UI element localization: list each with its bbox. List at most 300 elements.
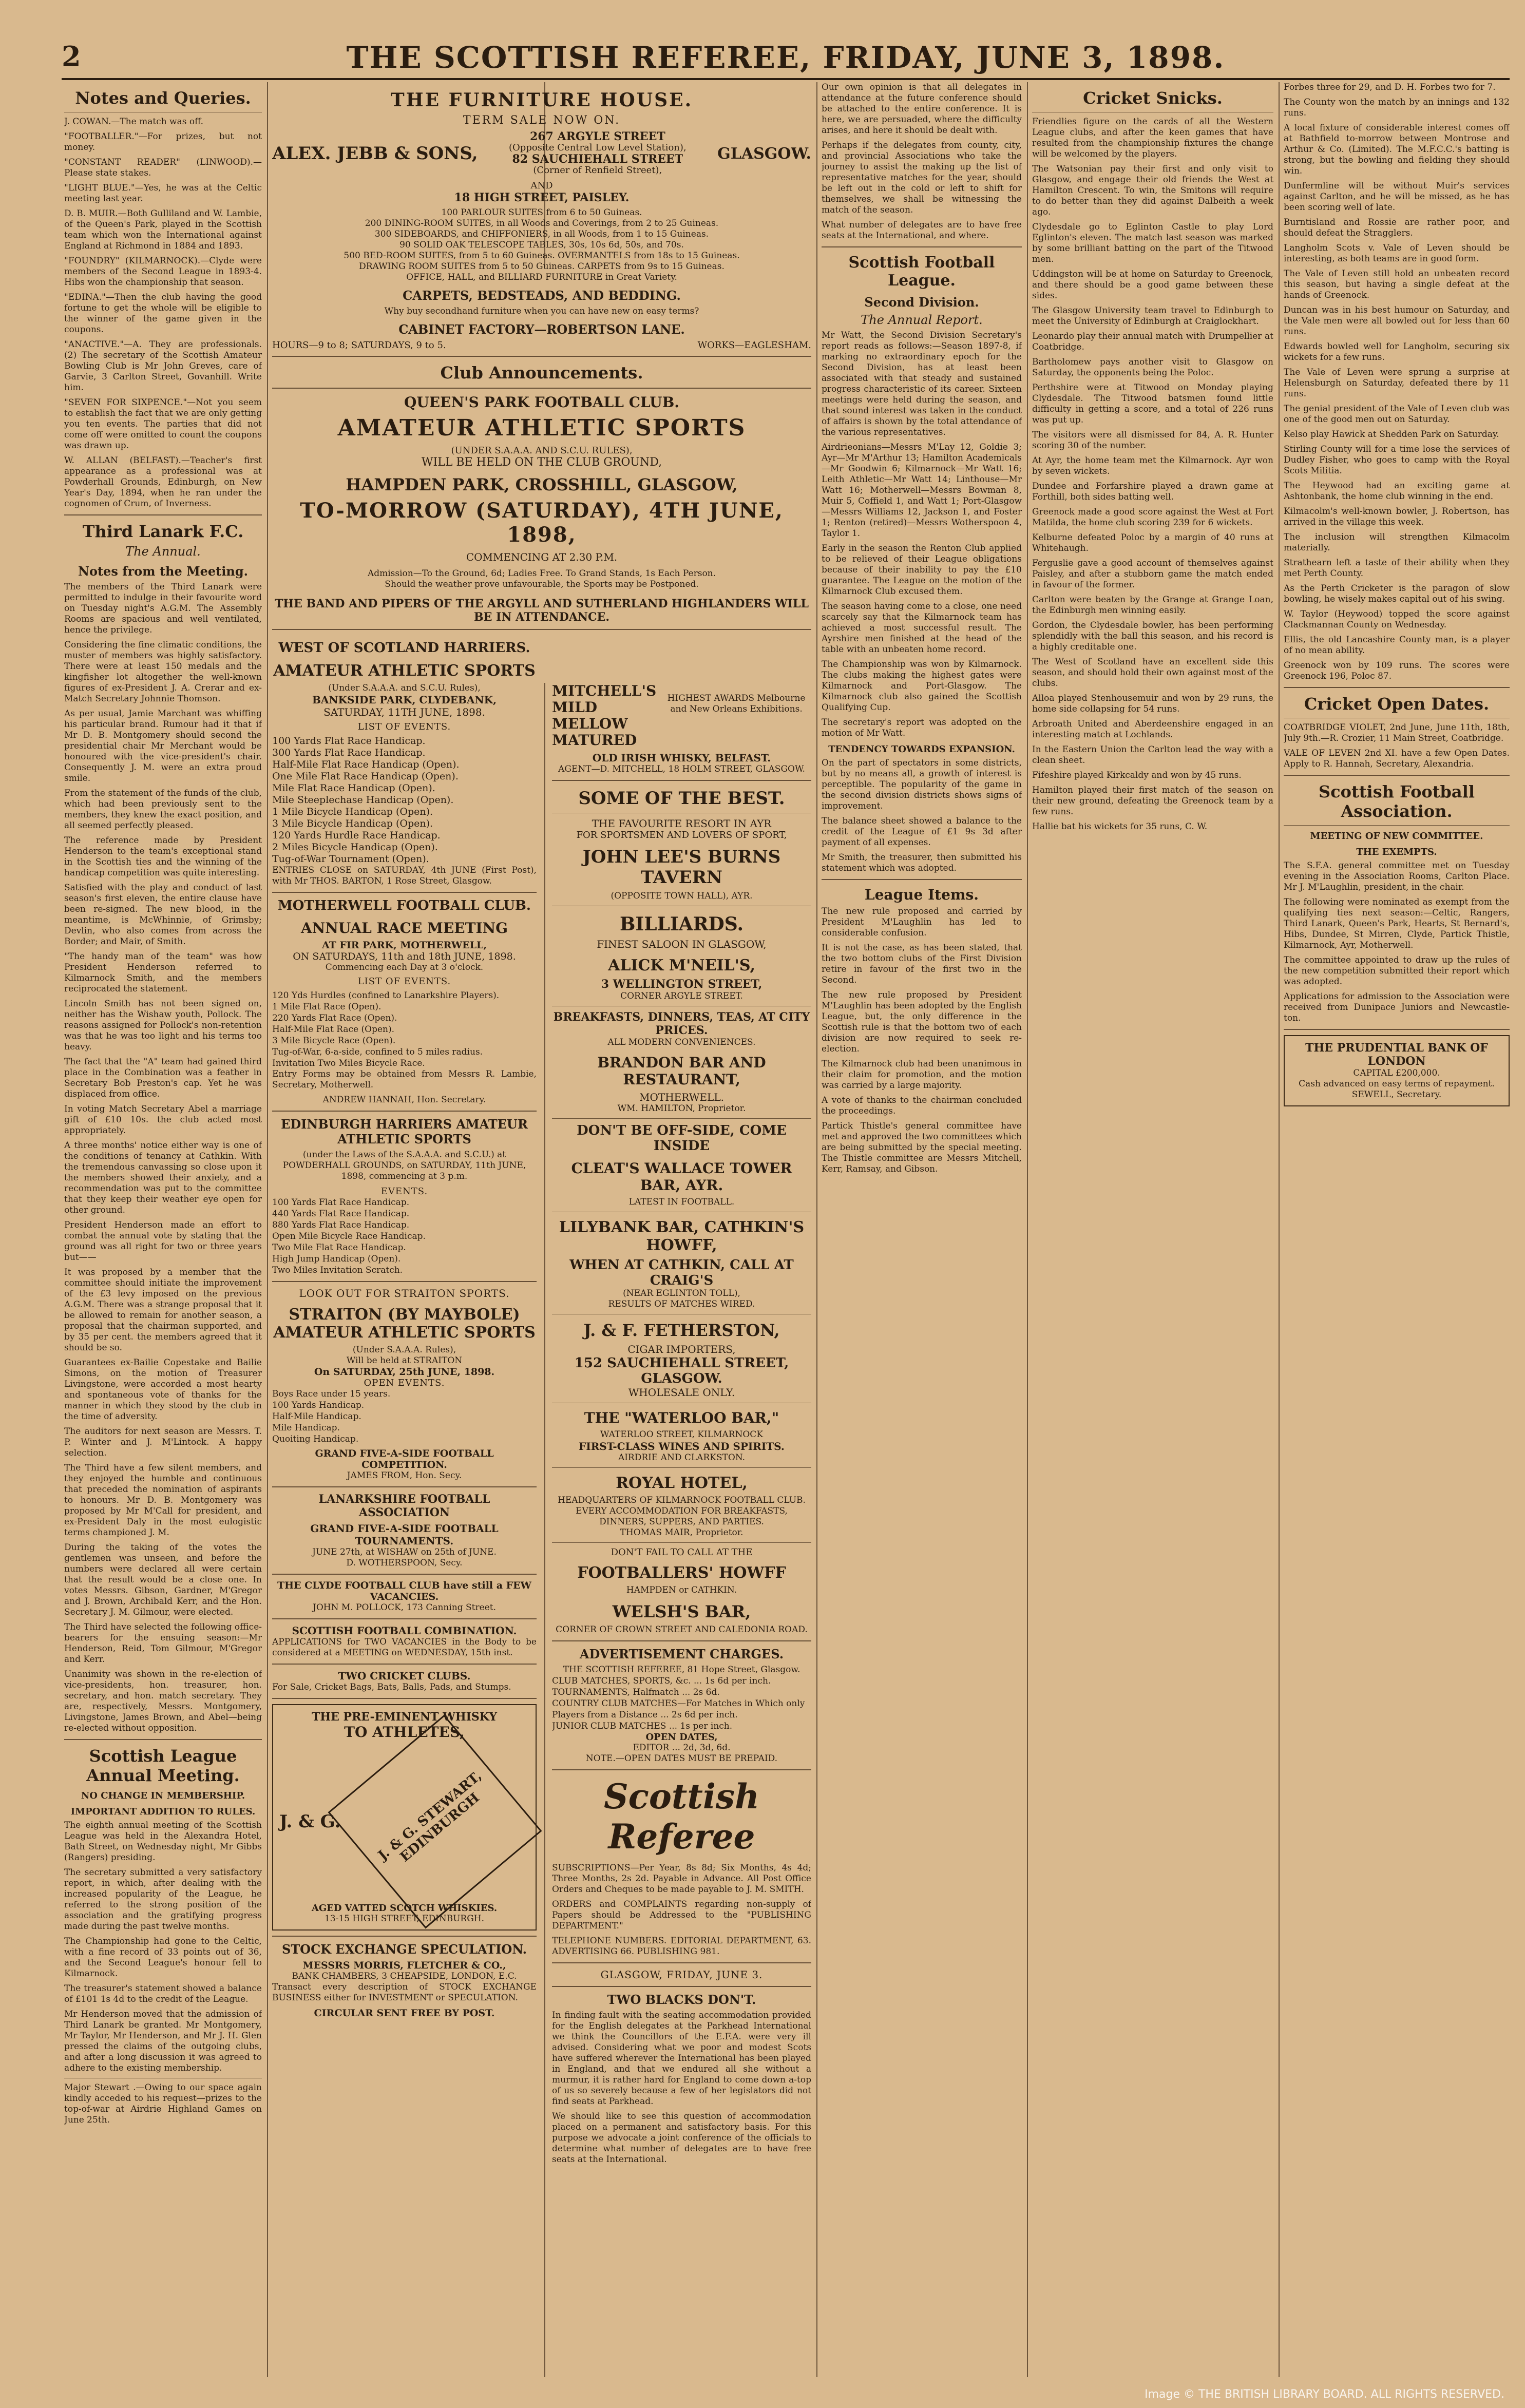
best-conv: ALL MODERN CONVENIENCES. xyxy=(607,1037,756,1047)
article-paragraph: Perhaps if the delegates from county, city, and provincial Associations who take the journey to assist the making up the list of representative matches for the year, should be left out in the cold or left to shift for themselves, we shall be witnessing the match of the season. xyxy=(822,140,1022,215)
combination-title: SCOTTISH FOOTBALL COMBINATION. xyxy=(292,1625,517,1637)
whisky-to: TO ATHLETES, xyxy=(344,1724,465,1741)
edinburgh-sub: (under the Laws of the S.A.A.A. and S.C.U.) at POWDERHALL GROUNDS, on SATURDAY, 11th JUNE, 1898, commencing at 3 p.m. xyxy=(282,1150,526,1181)
furniture-hours: HOURS—9 to 8; SATURDAYS, 9 to 5. xyxy=(272,340,446,351)
event-item xyxy=(272,806,537,818)
wos-place: BANKSIDE PARK, CLYDEBANK, xyxy=(312,694,497,706)
event-item xyxy=(272,842,537,853)
event-item xyxy=(272,735,537,747)
best-fetherston: J. & F. FETHERSTON, xyxy=(583,1321,780,1340)
article-paragraph: Partick Thistle's general committee have met and approved the two committees which are being submitted by the special meeting. The Thistle committee are Messrs Mitchell, Kerr, Ramsay, and Gibson. xyxy=(822,1121,1022,1174)
furniture-and: AND xyxy=(530,180,553,191)
whisky-label: J. & G. STEWART, EDINBURGH xyxy=(328,1714,542,1928)
edinburgh-events xyxy=(272,1197,537,1276)
event-label: Mile Flat Race Handicap (Open). xyxy=(272,782,435,794)
article-paragraph: The Heywood had an exciting game at Ashtonbank, the home club winning in the end. xyxy=(1284,481,1510,502)
league-items-heading: League Items. xyxy=(864,886,979,903)
divider xyxy=(552,1962,811,1963)
article-paragraph: Ferguslie gave a good account of themselves against Paisley, and after a stubborn game the match ended in favour of the former. xyxy=(1032,558,1273,590)
best-alick-corner: CORNER ARGYLE STREET. xyxy=(620,991,743,1001)
mitchells-product: OLD IRISH WHISKY, BELFAST. xyxy=(592,752,771,764)
event-label: 120 Yards Hurdle Race Handicap. xyxy=(272,830,441,841)
best-waterloo: THE "WATERLOO BAR," xyxy=(584,1409,779,1426)
divider xyxy=(64,1739,262,1740)
prudential-text: Cash advanced on easy terms of repayment. xyxy=(1299,1079,1495,1089)
wos-events-head: LIST OF EVENTS. xyxy=(357,721,451,732)
referee-masthead: Scottish Referee xyxy=(603,1776,760,1857)
best-lilybank: LILYBANK BAR, CATHKIN'S HOWFF, xyxy=(559,1218,805,1254)
furniture-line: DRAWING ROOM SUITES from 5 to 50 Guineas. CARPETS from 9s to 15 Guineas. xyxy=(359,261,725,272)
event-item xyxy=(272,830,537,842)
mitchells-line: MELLOW xyxy=(552,715,628,732)
article-paragraph: Lincoln Smith has not been signed on, neither has the Wishaw youth, Pollock. The reasons assigned for Pollock's non-retention was that he was too light and his terms too heavy. xyxy=(64,999,262,1052)
divider xyxy=(1284,687,1510,688)
whisky-heading: THE PRE-EMINENT WHISKY xyxy=(311,1710,498,1724)
best-alick: ALICK M'NEIL'S, xyxy=(608,957,755,974)
event-item xyxy=(272,759,537,771)
lanarkshire-sub: GRAND FIVE-A-SIDE FOOTBALL TOURNAMENTS. xyxy=(310,1522,499,1547)
article-paragraph: The Vale of Leven still hold an unbeaten record this season, but having a single defeat at the hands of Greenock. xyxy=(1284,269,1510,300)
furniture-factory: CABINET FACTORY—ROBERTSON LANE. xyxy=(398,322,685,337)
event-item: Two Miles Invitation Scratch. xyxy=(272,1265,403,1275)
edinburgh-events-head: EVENTS. xyxy=(380,1186,428,1197)
article-paragraph: Dunfermline will be without Muir's services against Carlton, and he will be missed, as he has been scoring well of late. xyxy=(1284,181,1510,213)
article-paragraph: In finding fault with the seating accommodation provided for the English delegates at the Parkhead International we think the Councillors of the E.F.A. were very ill advised. Considering what we poor and modest Scots have suffered wherever the International has been played in England, and that we endured all she without a murmur, it is rather hard for England to come down a-top of us so severely because a few of her legislators did not find seats at Parkhead. xyxy=(552,2010,811,2107)
advert-charge-row: COUNTRY CLUB MATCHES—For Matches in Which only Players from a Distance ... 2s 6d per inch. xyxy=(552,1698,805,1720)
article-paragraph: The County won the match by an innings and 132 runs. xyxy=(1284,97,1510,118)
article-paragraph: Leonardo play their annual match with Drumpellier at Coatbridge. xyxy=(1032,331,1273,352)
article-paragraph: Bartholomew pays another visit to Glasgow on Saturday, the opponents being the Poloc. xyxy=(1032,357,1273,378)
cricket-open-dates-heading: Cricket Open Dates. xyxy=(1304,694,1490,714)
event-item: 440 Yards Flat Race Handicap. xyxy=(272,1209,410,1219)
divider xyxy=(272,1618,537,1619)
qp-date: TO-MORROW (SATURDAY), 4TH JUNE, 1898, xyxy=(300,499,784,547)
divider xyxy=(272,1111,537,1112)
article-paragraph: Greenock won by 109 runs. The scores were Greenock 196, Poloc 87. xyxy=(1284,660,1510,681)
article-paragraph: Langholm Scots v. Vale of Leven should be interesting, as both teams are in good form. xyxy=(1284,243,1510,264)
article-paragraph: In voting Match Secretary Abel a marriage gift of £10 10s. the club acted most appropriately. xyxy=(64,1104,262,1136)
best-royal-prop: THOMAS MAIR, Proprietor. xyxy=(620,1527,744,1538)
article-paragraph: As the Perth Cricketer is the paragon of slow bowling, he wisely makes capital out of his swing. xyxy=(1284,583,1510,604)
event-item: 880 Yards Flat Race Handicap. xyxy=(272,1220,410,1230)
qp-time: COMMENCING AT 2.30 P.M. xyxy=(466,551,618,563)
article-paragraph: The visitors were all dismissed for 84, A. R. Hunter scoring 30 of the number. xyxy=(1032,430,1273,451)
article-paragraph: President Henderson made an effort to combat the annual vote by stating that the ground was all right for two or three years but—— xyxy=(64,1220,262,1263)
advert-charge-row: JUNIOR CLUB MATCHES ... 1s per inch. xyxy=(552,1721,733,1731)
event-item: Boys Race under 15 years. xyxy=(272,1389,391,1399)
divider xyxy=(1284,775,1510,776)
cricket-clubs-text: For Sale, Cricket Bags, Bats, Balls, Pads, and Stumps. xyxy=(272,1682,511,1692)
best-alick-addr: 3 WELLINGTON STREET, xyxy=(601,978,763,991)
article-paragraph: A vote of thanks to the chairman concluded the proceedings. xyxy=(822,1095,1022,1116)
best-royal-sub: HEADQUARTERS OF KILMARNOCK FOOTBALL CLUB. xyxy=(558,1495,806,1505)
mitchells-name: MITCHELL'S xyxy=(552,683,657,699)
article-paragraph: The eighth annual meeting of the Scottish League was held in the Alexandra Hotel, Bath Street, on Wednesday night, Mr Gibbs (Rangers) presiding. xyxy=(64,1820,262,1863)
article-paragraph: The Third have a few silent members, and they enjoyed the humble and continuous that preceded the nomination of aspirants to honours. Mr D. B. Montgomery was proposed by Mr M'Call for president, and ex-President Daly in the most eulogistic terms championed J. M. xyxy=(64,1463,262,1538)
article-paragraph: Duncan was in his best humour on Saturday, and the Vale men were all bowled out for less than 60 runs. xyxy=(1284,305,1510,337)
best-title: SOME OF THE BEST. xyxy=(578,788,785,809)
divider xyxy=(272,356,811,357)
best-howff: FOOTBALLERS' HOWFF xyxy=(577,1564,786,1582)
divider xyxy=(552,1118,811,1119)
motherwell-place: AT FIR PARK, MOTHERWELL, xyxy=(321,940,487,951)
event-item: Tug-of-War, 6-a-side, confined to 5 miles radius. xyxy=(272,1047,483,1057)
article-paragraph: The West of Scotland have an excellent side this season, and should hold their own against most of the clubs. xyxy=(1032,657,1273,689)
article-paragraph: Clydesdale go to Eglinton Castle to play Lord Eglinton's eleven. The match last season was marked by some brilliant batting on the part of the Titwood men. xyxy=(1032,222,1273,264)
third-lanark-sub2: Notes from the Meeting. xyxy=(78,564,248,579)
event-item xyxy=(272,771,537,782)
club-announcements-heading: Club Announcements. xyxy=(440,363,643,383)
article-paragraph: Dundee and Forfarshire played a drawn game at Forthill, both sides batting well. xyxy=(1032,481,1273,502)
qp-band: THE BAND AND PIPERS OF THE ARGYLL AND SUTHERLAND HIGHLANDERS WILL BE IN ATTENDANCE. xyxy=(275,597,809,624)
note-item: "LIGHT BLUE."—Yes, he was at the Celtic meeting last year. xyxy=(64,183,262,204)
divider xyxy=(272,1936,537,1937)
divider xyxy=(1284,1029,1510,1030)
divider xyxy=(1284,825,1510,826)
motherwell-events-head: LIST OF EVENTS. xyxy=(357,976,451,987)
wos-sub: AMATEUR ATHLETIC SPORTS xyxy=(273,662,536,680)
furniture-carpets: CARPETS, BEDSTEADS, AND BEDDING. xyxy=(403,288,681,303)
article-paragraph: The new rule proposed by President M'Laughlin has been adopted by the English League, but, the only difference in the Scottish rule is that the bottom two of each division are now required to seek re-election. xyxy=(822,990,1022,1054)
advert-dates: OPEN DATES, xyxy=(645,1732,718,1743)
best-royal: ROYAL HOTEL, xyxy=(616,1474,748,1492)
event-label: Mile Steeplechase Handicap (Open). xyxy=(272,794,454,806)
article-paragraph: The Kilmarnock club had been unanimous in their claim for promotion, and the motion was carried by a large majority. xyxy=(822,1059,1022,1091)
stock-address: BANK CHAMBERS, 3 CHEAPSIDE, LONDON, E.C. xyxy=(292,1971,517,1981)
best-results: RESULTS OF MATCHES WIRED. xyxy=(608,1299,755,1309)
best-cleats: CLEAT'S WALLACE TOWER BAR, AYR. xyxy=(571,1160,792,1194)
event-item: 120 Yds Hurdles (confined to Lanarkshire Players). xyxy=(272,990,500,1001)
best-saloon: FINEST SALOON IN GLASGOW, xyxy=(597,938,767,950)
article-paragraph: Greenock made a good score against the West at Fort Matilda, the home club scoring 239 for 6 wickets. xyxy=(1032,507,1273,528)
advert-charge-row: TOURNAMENTS, Halfmatch ... 2s 6d. xyxy=(552,1687,720,1697)
event-item: Quoiting Handicap. xyxy=(272,1434,359,1444)
note-item: "FOOTBALLER."—For prizes, but not money. xyxy=(64,131,262,152)
article-paragraph: It was proposed by a member that the committee should initiate the improvement of the £3 levy imposed on the previous A.G.M. There was a strange proposal that it be allowed to remain for another season, a proposal that the chairman supported, and by 35 per cent. the members agreed that it should be so. xyxy=(64,1267,262,1353)
best-opposite: (OPPOSITE TOWN HALL), AYR. xyxy=(611,891,753,901)
article-paragraph: It is not the case, as has been stated, that the two bottom clubs of the First Division retire in favour of the first two in the Second. xyxy=(822,943,1022,985)
best-hampden: HAMPDEN or CATHKIN. xyxy=(626,1585,737,1595)
article-paragraph: Uddingston will be at home on Saturday to Greenock, and there should be a good game between these sides. xyxy=(1032,269,1273,301)
furniture-line: OFFICE, HALL, and BILLIARD FURNITURE in Great Variety. xyxy=(406,272,677,282)
article-paragraph: The season having come to a close, one need scarcely say that the Kilmarnock team has achieved a most successful result. The Ayrshire men finished at the head of the table with an unbeaten home record. xyxy=(822,601,1022,655)
divider xyxy=(64,514,262,515)
divider xyxy=(272,1664,537,1665)
article-paragraph: Mr Watt, the Second Division Secretary's report reads as follows:—Season 1897-8, if marking no extraordinary epoch for the Second Division, has at least been associated with that steady and sustained progress characteristic of its career. Sixteen meetings were held during the season, and that sound interest was taken in the conduct of affairs is shown by the total attendance of the various representatives. xyxy=(822,330,1022,437)
note-item: D. B. MUIR.—Both Gulliland and W. Lambie, of the Queen's Park, played in the Scottish team which won the International against England at Richmond in 1884 and 1893. xyxy=(64,208,262,251)
article-paragraph: The secretary's report was adopted on the motion of Mr Watt. xyxy=(822,717,1022,738)
divider xyxy=(552,1769,811,1770)
furniture-address: 18 HIGH STREET, PAISLEY. xyxy=(454,191,630,204)
advert-note: NOTE.—OPEN DATES MUST BE PREPAID. xyxy=(585,1753,778,1764)
motherwell-date: ON SATURDAYS, 11th and 18th JUNE, 1898. xyxy=(293,951,516,962)
article-paragraph: The Championship was won by Kilmarnock. The clubs making the highest gates were Kilmarnock and Port-Glasgow. The Kilmarnock club also gained the Scottish Qualifying Cup. xyxy=(822,659,1022,713)
article-paragraph: The genial president of the Vale of Leven club was one of the good men out on Saturday. xyxy=(1284,404,1510,425)
article-paragraph: The auditors for next season are Messrs. T. P. Winter and J. M'Lintock. A happy selection. xyxy=(64,1426,262,1458)
article-paragraph: Kilmacolm's well-known bowler, J. Robertson, has arrived in the village this week. xyxy=(1284,506,1510,527)
advert-charges-title: ADVERTISEMENT CHARGES. xyxy=(579,1647,784,1661)
article-paragraph: Kelburne defeated Poloc by a margin of 40 runs at Whitehaugh. xyxy=(1032,532,1273,553)
best-cathkin: WHEN AT CATHKIN, CALL AT CRAIG'S xyxy=(569,1257,794,1288)
article-paragraph: The members of the Third Lanark were permitted to indulge in their favourite word on Tuesday night's A.G.M. The Assembly Rooms are spacious and well ventilated, hence the privilege. xyxy=(64,582,262,635)
article-paragraph: In the Eastern Union the Carlton lead the way with a clean sheet. xyxy=(1032,744,1273,766)
divider xyxy=(822,879,1022,880)
whisky-address: 13-15 HIGH STREET, EDINBURGH. xyxy=(324,1914,485,1924)
newspaper-title: THE SCOTTISH REFEREE, FRIDAY, JUNE 3, 1898. xyxy=(346,40,1225,75)
event-item: 100 Yards Flat Race Handicap. xyxy=(272,1197,410,1208)
motherwell-sub: ANNUAL RACE MEETING xyxy=(300,920,508,937)
article-paragraph: The S.F.A. general committee met on Tuesday evening in the Association Rooms, Carlton Place. Mr J. M'Laughlin, president, in the chair. xyxy=(1284,861,1510,892)
event-item: 220 Yards Flat Race (Open). xyxy=(272,1013,397,1023)
best-airdrie: AIRDRIE AND CLARKSTON. xyxy=(618,1453,746,1463)
divider xyxy=(552,780,811,781)
event-label: 1 Mile Bicycle Handicap (Open). xyxy=(272,806,433,817)
motherwell-entries: Entry Forms may be obtained from Messrs R. Lambie, Secretary, Motherwell. xyxy=(272,1069,537,1090)
column-rule xyxy=(1027,82,1028,2377)
prudential-sign: SEWELL, Secretary. xyxy=(1351,1090,1442,1100)
event-item xyxy=(272,794,537,806)
article-paragraph: The Third have selected the following office-bearers for the ensuing season:—Mr Henderson, Reid, Tom Gilmour, M'Gregor and Kerr. xyxy=(64,1622,262,1665)
article-paragraph: Hamilton played their first match of the season on their new ground, defeating the Greenock team by a few runs. xyxy=(1032,785,1273,817)
article-paragraph: The Watsonian pay their first and only visit to Glasgow, and engage their old friends the West at Hamilton Crescent. To win, the Smitons will require to do better than they did against Dalbeith a week ago. xyxy=(1032,164,1273,217)
article-paragraph: Burntisland and Rossie are rather poor, and should defeat the Stragglers. xyxy=(1284,217,1510,238)
article-paragraph: At Ayr, the home team met the Kilmarnock. Ayr won by seven wickets. xyxy=(1032,455,1273,476)
article-paragraph: Early in the season the Renton Club applied to be relieved of their League obligations because of their inability to pay the £10 guarantee. The League on the motion of the Kilmarnock Club excused them. xyxy=(822,543,1022,597)
divider xyxy=(272,629,811,630)
event-item xyxy=(272,818,537,830)
best-fetherston-sub: CIGAR IMPORTERS, xyxy=(627,1343,736,1355)
straiton-title: STRAITON (BY MAYBOLE) AMATEUR ATHLETIC SPORTS xyxy=(273,1306,536,1342)
event-label: Half-Mile Flat Race Handicap (Open). xyxy=(272,759,460,770)
straiton-events-head: OPEN EVENTS. xyxy=(364,1378,445,1388)
column-rule xyxy=(816,82,817,2377)
qp-admission: Admission—To the Ground, 6d; Ladies Free. To Grand Stands, 1s Each Person. xyxy=(367,568,716,579)
divider xyxy=(272,1698,537,1699)
phone-numbers: TELEPHONE NUMBERS. EDITORIAL DEPARTMENT, 63. ADVERTISING 66. PUBLISHING 981. xyxy=(552,1936,811,1957)
event-item xyxy=(272,853,537,865)
third-lanark-heading: Third Lanark F.C. xyxy=(82,522,244,541)
article-paragraph: Considering the fine climatic conditions, the muster of members was highly satisfactory. There were at least 150 medals and the kingfisher lot altogether the well-known figures of ex-President J. A. Crerar and ex-Match Secretary Johnnie Thomson. xyxy=(64,640,262,704)
furniture-works: WORKS—EAGLESHAM. xyxy=(697,340,811,351)
image-credit: Image © THE BRITISH LIBRARY BOARD. ALL RIGHTS RESERVED. xyxy=(1145,2388,1504,2401)
advert-editor: EDITOR ... 2d, 3d, 6d. xyxy=(633,1743,731,1753)
prudential-advert xyxy=(1284,1035,1510,1106)
article-paragraph: Perthshire were at Titwood on Monday playing Clydesdale. The Titwood batsmen found little difficulty in getting a score, and a total of 226 runs was put up. xyxy=(1032,383,1273,425)
straiton-secretary: JAMES FROM, Hon. Secy. xyxy=(347,1470,462,1481)
motherwell-cmd: Commencing each Day at 3 o'clock. xyxy=(325,962,484,972)
cricket-clubs-title: TWO CRICKET CLUBS. xyxy=(338,1670,471,1682)
sfl-sub2: The Annual Report. xyxy=(861,313,983,327)
article-paragraph: Strathearn left a taste of their ability when they met Perth County. xyxy=(1284,558,1510,579)
event-label: 300 Yards Flat Race Handicap. xyxy=(272,747,426,758)
best-breakfasts: BREAKFASTS, DINNERS, TEAS, AT CITY PRICES. xyxy=(553,1010,810,1037)
note-item: "FOUNDRY" (KILMARNOCK).—Clyde were members of the Second League in 1893-4. Hibs won the championship that season. xyxy=(64,256,262,288)
straiton-notice: LOOK OUT FOR STRAITON SPORTS. xyxy=(299,1287,510,1299)
article-paragraph: Fifeshire played Kirkcaldy and won by 45 runs. xyxy=(1032,770,1242,780)
event-item: Half-Mile Handicap. xyxy=(272,1411,361,1422)
best-offside: DON'T BE OFF-SIDE, COME INSIDE xyxy=(577,1123,787,1154)
best-waterloo-addr: WATERLOO STREET, KILMARNOCK xyxy=(600,1429,764,1440)
furniture-terms: Why buy secondhand furniture when you can have new on easy terms? xyxy=(384,306,699,316)
article-paragraph: As per usual, Jamie Marchant was whiffing his particular brand. Rumour had it that if Mr D. B. Montgomery should second the presidential chair Mr Merchant would be honoured with the vice-president's chair. Consequently J. M. were an extra proud smile. xyxy=(64,709,262,783)
qp-ground: HAMPDEN PARK, CROSSHILL, GLASGOW, xyxy=(346,475,738,494)
advert-charge-row: CLUB MATCHES, SPORTS, &c. ... 1s 6d per inch. xyxy=(552,1676,771,1686)
open-date-item: COATBRIDGE VIOLET, 2nd June, June 11th, 18th, July 9th.—R. Crozier, 11 Main Street, Coatbridge. xyxy=(1284,722,1510,743)
article-paragraph: The new rule proposed and carried by President M'Laughlin has led to considerable confusion. xyxy=(822,906,1022,938)
qp-weather: Should the weather prove unfavourable, the Sports may be Postponed. xyxy=(385,579,699,589)
article-paragraph: On the part of spectators in some districts, but by no means all, a growth of interest is perceptible. The popularity of the game in the second division districts shows signs of improvement. xyxy=(822,758,1022,811)
furniture-sale: TERM SALE NOW ON. xyxy=(463,114,621,127)
straiton-rules: (Under S.A.A.A. Rules), xyxy=(352,1345,456,1355)
article-paragraph: Friendlies figure on the cards of all the Western League clubs, and after the keen games that have resulted from the championship fixtures the change will be welcomed by the players. xyxy=(1032,117,1273,159)
third-lanark-sub: The Annual. xyxy=(125,544,201,559)
wos-title: WEST OF SCOTLAND HARRIERS. xyxy=(278,640,530,656)
mitchells-advert xyxy=(552,683,811,775)
stock-text: Transact every description of STOCK EXCHANGE BUSINESS either for INVESTMENT or SPECULATION. xyxy=(272,1982,537,2003)
lanarkshire-date: JUNE 27th, at WISHAW on 25th of JUNE. xyxy=(312,1547,497,1557)
best-wholesale: WHOLESALE ONLY. xyxy=(628,1386,735,1399)
article-paragraph: Mr Smith, the treasurer, then submitted his statement which was adopted. xyxy=(822,852,1022,873)
dateline: GLASGOW, FRIDAY, JUNE 3. xyxy=(600,1969,763,1981)
article-paragraph: Stirling County will for a time lose the services of Dudley Fisher, who goes to camp with the Royal Scots Militia. xyxy=(1284,444,1510,476)
column-6 xyxy=(1284,82,1510,2377)
mitchells-awards: HIGHEST AWARDS Melbourne and New Orleans Exhibitions. xyxy=(667,693,806,714)
event-label: 3 Mile Bicycle Handicap (Open). xyxy=(272,818,433,829)
divider xyxy=(272,1486,537,1487)
page-number: 2 xyxy=(62,40,81,73)
edinburgh-title: EDINBURGH HARRIERS AMATEUR ATHLETIC SPORTS xyxy=(281,1117,528,1146)
divider xyxy=(552,1986,811,1987)
furniture-address-note: (Opposite Central Low Level Station), xyxy=(509,142,687,153)
article-paragraph: The balance sheet showed a balance to the credit of the League of £1 9s 3d after payment of all expenses. xyxy=(822,816,1022,848)
note-item: "ANACTIVE."—A. They are professionals. (2) The secretary of the Scottish Amateur Bowling Club is Mr John Greves, care of Garvie, 3 Carlton Street, Govanhill. Write him. xyxy=(64,339,262,393)
open-date-item: VALE OF LEVEN 2nd XI. have a few Open Dates. Apply to R. Hannah, Secretary, Alexandria. xyxy=(1284,748,1510,769)
divider xyxy=(272,388,811,389)
straiton-date: On SATURDAY, 25th JUNE, 1898. xyxy=(314,1366,495,1378)
article-paragraph: Guarantees ex-Bailie Copestake and Bailie Simons, on the motion of Treasurer Livingstone, were accorded a most hearty and spontaneous vote of thanks for the manner in which they stood by the club in the time of adversity. xyxy=(64,1358,262,1422)
furniture-advert xyxy=(272,89,811,351)
article-paragraph: Alloa played Stenhousemuir and won by 29 runs, the home side collapsing for 54 runs. xyxy=(1032,693,1273,714)
masthead-rule xyxy=(62,78,1510,80)
column-3 xyxy=(552,683,811,2377)
best-name: JOHN LEE'S BURNS TAVERN xyxy=(582,847,781,888)
wos-date: SATURDAY, 11TH JUNE, 1898. xyxy=(323,706,485,718)
lanarkshire-secretary: D. WOTHERSPOON, Secy. xyxy=(346,1558,463,1568)
article-paragraph: Airdrieonians—Messrs M'Lay 12, Goldie 3; Ayr—Mr M'Arthur 13; Hamilton Academicals—Mr Goodwin 6; Kilmarnock—Mr Watt 16; Leith Athletic—Mr Watt 14; Linthouse—Mr Watt 16; Motherwell—Messrs Bowman 8, Muir 5, Coffield 1, and Watt 1; Port-Glasgow—Messrs Williams 12, Jackson 1, and Foster 1; Renton (retired)—Messrs Wotherspoon 4, Taylor 1. xyxy=(822,442,1022,539)
article-paragraph: Gordon, the Clydesdale bowler, has been performing splendidly with the ball this season, and his record is a highly creditable one. xyxy=(1032,620,1273,652)
best-waterloo-sub: FIRST-CLASS WINES AND SPIRITS. xyxy=(579,1440,785,1453)
best-craig-addr: (NEAR EGLINTON TOLL), xyxy=(623,1288,740,1298)
wos-events xyxy=(272,735,537,865)
best-brandon-place: MOTHERWELL. xyxy=(639,1091,724,1103)
article-paragraph: A local fixture of considerable interest comes off at Bathfield to-morrow between Montrose and Arthur & Co. (Limited). The M.F.C.C.'s batting is strong, but the bowling and fielding they should win. xyxy=(1284,123,1510,176)
league-meeting-sub: NO CHANGE IN MEMBERSHIP. xyxy=(81,1790,245,1801)
best-fetherston-addr: 152 SAUCHIEHALL STREET, GLASGOW. xyxy=(574,1355,789,1386)
divider xyxy=(552,1467,811,1468)
furniture-line: 300 SIDEBOARDS, and CHIFFONIERS, in all Woods, from 1 to 15 Guineas. xyxy=(374,229,709,239)
best-for: FOR SPORTSMEN AND LOVERS OF SPORT, xyxy=(576,830,787,840)
orders: ORDERS and COMPLAINTS regarding non-supply of Papers should be Addressed to the "PUBLISHING DEPARTMENT." xyxy=(552,1899,811,1931)
article-paragraph: The following were nominated as exempt from the qualifying ties next season:—Celtic, Rangers, Third Lanark, Queen's Park, Hearts, St Bernard's, Hibs, Dundee, St Mirren, Clyde, Partick Thistle, Kilmarnock, Ayr, Motherwell. xyxy=(1284,897,1510,950)
combination-text: APPLICATIONS for TWO VACANCIES in the Body to be considered at a MEETING on WEDNESDAY, 15th inst. xyxy=(272,1637,537,1658)
qp-rules: (UNDER S.A.A.A. AND S.C.U. RULES), xyxy=(451,445,633,456)
furniture-line: 100 PARLOUR SUITES from 6 to 50 Guineas. xyxy=(441,207,642,218)
mitchells-line: MATURED xyxy=(552,732,637,749)
sfl-sub: Second Division. xyxy=(864,295,979,310)
article-paragraph: Satisfied with the play and conduct of last season's first eleven, the entire clause have been re-signed. The new blood, in the meantime, is McWhinnie, of Grimsby; Devlin, who also comes from across the Border; and Mair, of Smith. xyxy=(64,883,262,947)
column-1 xyxy=(64,82,262,2377)
furniture-city: GLASGOW. xyxy=(717,144,811,163)
event-item: High Jump Handicap (Open). xyxy=(272,1254,401,1264)
mitchells-agent: AGENT—D. MITCHELL, 18 HOLM STREET, GLASGOW. xyxy=(558,764,805,774)
article-paragraph: During the taking of the votes the gentlemen was unseen, and before the numbers were declared all were certain that the result would be a close one. In votes Messrs. Gibson, Gardner, M'Gregor and J. Brown, Archibald Kerr, and the Hon. Secretary J. M. Gilmour, were elected. xyxy=(64,1542,262,1617)
furniture-company: ALEX. JEBB & SONS, xyxy=(272,143,478,164)
subscriptions: SUBSCRIPTIONS—Per Year, 8s 8d; Six Months, 4s 4d; Three Months, 2s 2d. Payable in Advance. All Post Office Orders and Cheques to be made payable to J. M. SMITH. xyxy=(552,1863,811,1895)
best-royal-acc: EVERY ACCOMMODATION FOR BREAKFASTS, DINNERS, SUPPERS, AND PARTIES. xyxy=(576,1506,788,1527)
best-brandon-prop: WM. HAMILTON, Proprietor. xyxy=(617,1103,746,1114)
clyde-title: THE CLYDE FOOTBALL CLUB have still a FEW VACANCIES. xyxy=(277,1580,531,1602)
note-item: W. ALLAN (BELFAST).—Teacher's first appearance as a professional was at Powderhall Grounds, Edinburgh, on New Year's Day, 1894, when he ran under the cognomen of Crum, of Inverness. xyxy=(64,455,262,509)
article-paragraph: The committee appointed to draw up the rules of the new competition submitted their report which was adopted. xyxy=(1284,955,1510,987)
best-brandon: BRANDON BAR AND RESTAURANT, xyxy=(597,1054,766,1088)
furniture-line: 200 DINING-ROOM SUITES, in all Woods and Coverings, from 2 to 25 Guineas. xyxy=(365,218,719,228)
article-paragraph: "The handy man of the team" was how President Henderson referred to Kilmarnock Smith, and the members reciprocated the statement. xyxy=(64,951,262,994)
straiton-place: Will be held at STRAITON xyxy=(346,1355,463,1366)
event-item: 100 Yards Handicap. xyxy=(272,1400,365,1410)
event-item xyxy=(272,747,537,759)
best-welsh: WELSH'S BAR, xyxy=(612,1602,751,1621)
furniture-address: 82 SAUCHIEHALL STREET xyxy=(512,152,683,166)
best-resort: THE FAVOURITE RESORT IN AYR xyxy=(592,817,772,830)
article-paragraph: Forbes three for 29, and D. H. Forbes two for 7. xyxy=(1284,82,1496,92)
advert-charges-rows xyxy=(552,1675,811,1732)
league-meeting-sub2: IMPORTANT ADDITION TO RULES. xyxy=(70,1806,256,1817)
event-label: Tug-of-War Tournament (Open). xyxy=(272,853,429,865)
cricket-snicks-heading: Cricket Snicks. xyxy=(1083,88,1223,108)
sfa-sub2: THE EXEMPTS. xyxy=(1356,847,1437,857)
event-item: Two Mile Flat Race Handicap. xyxy=(272,1243,406,1253)
queens-park-advert xyxy=(272,394,811,624)
whisky-advert xyxy=(272,1704,537,1931)
article-paragraph: The reference made by President Henderson to the team's exceptional stand in the Scottish ties and the winning of the handicap competition was quite interesting. xyxy=(64,835,262,878)
article-paragraph: We should like to see this question of accommodation placed on a permanent and satisfactory basis. For this purpose we advocate a joint conference of the officials to determine what number of delegates are to have free seats at the International. xyxy=(552,2111,811,2165)
sfl-heading: Scottish Football League. xyxy=(848,254,995,290)
motherwell-title: MOTHERWELL FOOTBALL CLUB. xyxy=(278,898,531,913)
column-rule xyxy=(267,82,268,2377)
event-item: Mile Handicap. xyxy=(272,1423,340,1433)
furniture-line: 500 BED-ROOM SUITES, from 5 to 60 Guineas. OVERMANTELS from 18s to 15 Guineas. xyxy=(344,251,740,261)
wos-rules: (Under S.A.A.A. and S.C.U. Rules), xyxy=(328,683,481,693)
masthead xyxy=(62,36,1510,77)
note-item: "EDINA."—Then the club having the good fortune to get the whole will be eligible to the winner of the game given in the coupons. xyxy=(64,292,262,335)
divider xyxy=(272,1574,537,1575)
article-paragraph: The inclusion will strengthen Kilmacolm materially. xyxy=(1284,532,1510,553)
article-paragraph: W. Taylor (Heywood) topped the score against Clackmannan County on Wednesday. xyxy=(1284,609,1510,630)
article-paragraph: Arbroath United and Aberdeenshire engaged in an interesting match at Lochlands. xyxy=(1032,719,1273,740)
straiton-events xyxy=(272,1388,537,1445)
lanarkshire-title: LANARKSHIRE FOOTBALL ASSOCIATION xyxy=(318,1493,490,1519)
furniture-lines xyxy=(272,207,811,283)
article-paragraph: Kelso play Hawick at Shedden Park on Saturday. xyxy=(1284,429,1499,439)
qp-will: WILL BE HELD ON THE CLUB GROUND, xyxy=(421,456,662,469)
event-item xyxy=(272,782,537,794)
furniture-title: THE FURNITURE HOUSE. xyxy=(390,89,693,111)
prudential-title: THE PRUDENTIAL BANK OF LONDON xyxy=(1305,1041,1488,1068)
article-paragraph: What number of delegates are to have free seats at the International, and where. xyxy=(822,220,1022,241)
event-item: Open Mile Bicycle Race Handicap. xyxy=(272,1231,426,1241)
prudential-sub: CAPITAL £200,000. xyxy=(1353,1068,1440,1078)
event-label: 100 Yards Flat Race Handicap. xyxy=(272,735,426,747)
